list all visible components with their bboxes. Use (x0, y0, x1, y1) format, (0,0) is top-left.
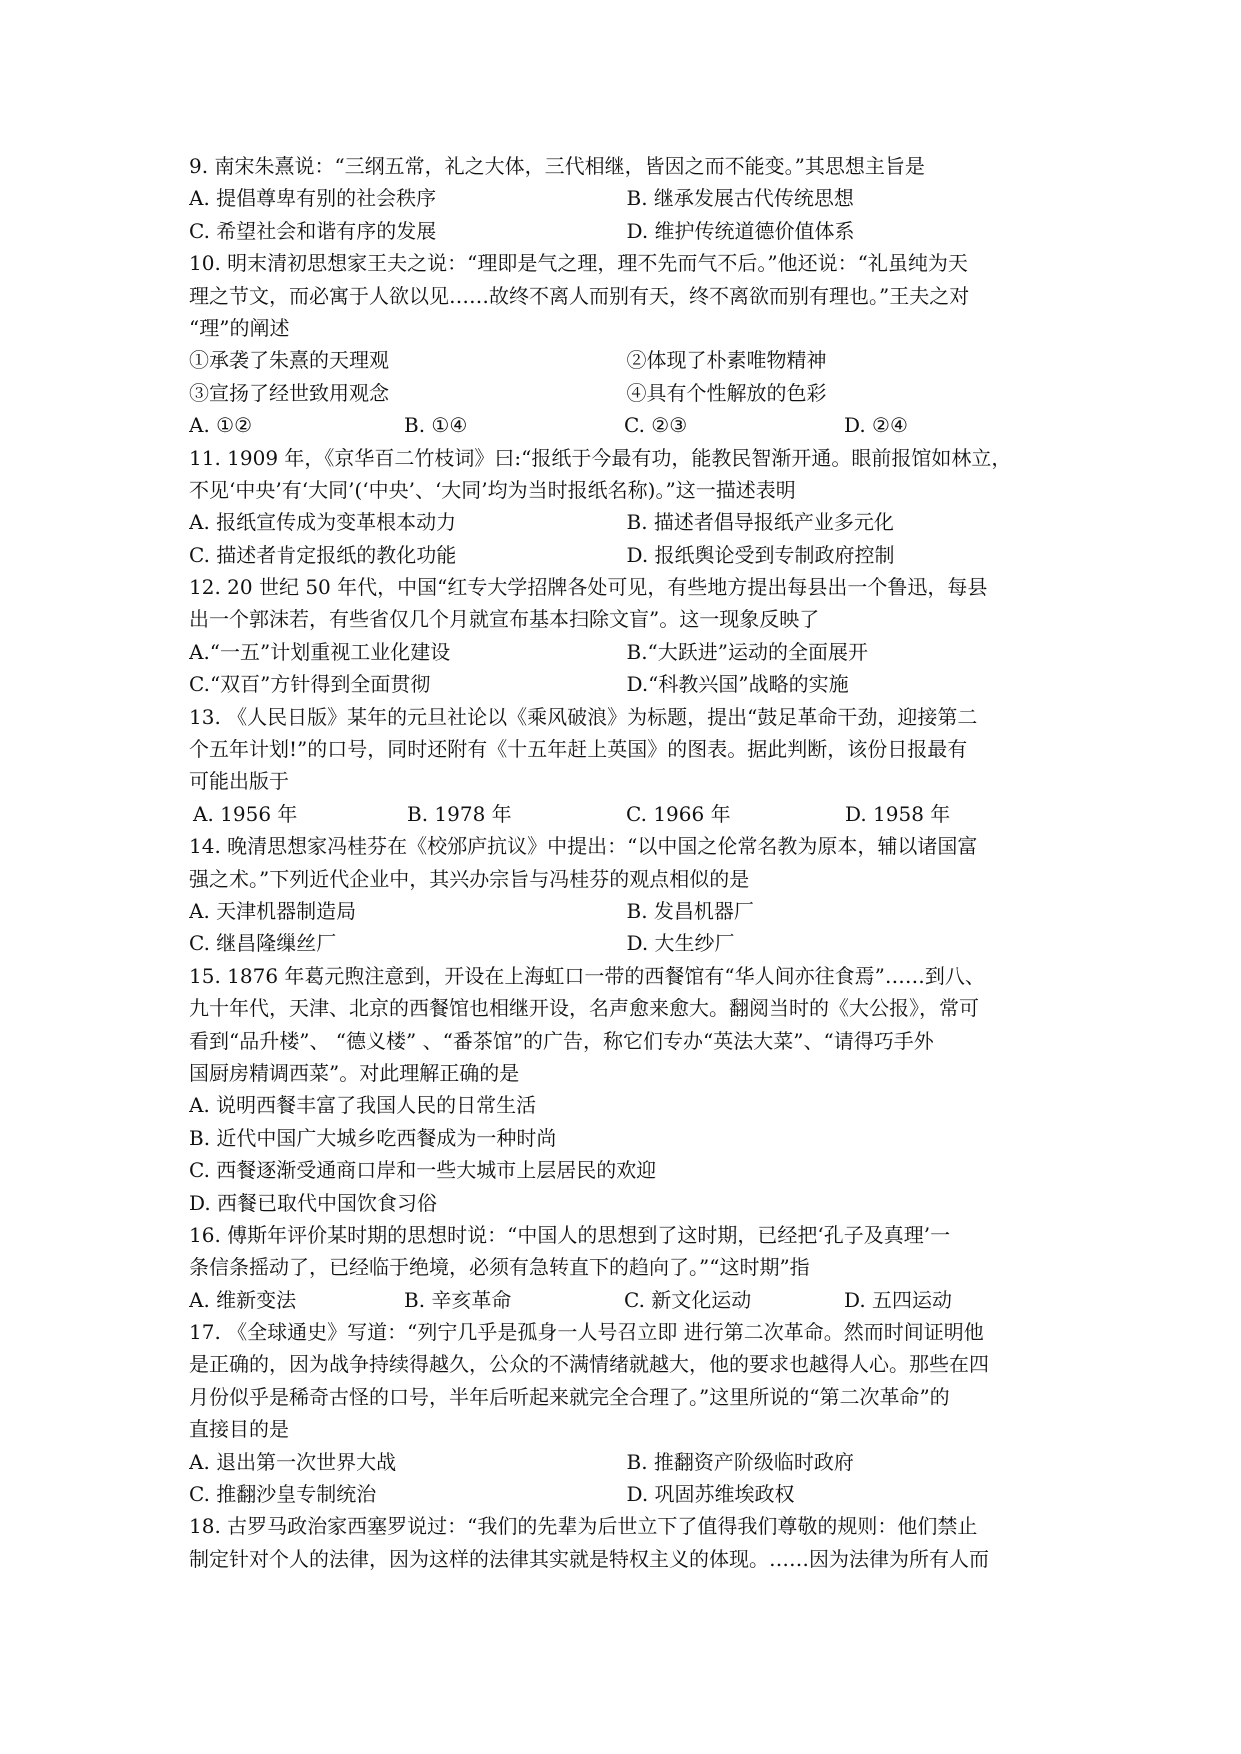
q14-stem-line-1: 14. 晚清思想家冯桂芬在《校邠庐抗议》中提出：“以中国之伦常名教为原本，辅以诸国富 (189, 834, 978, 859)
q12-option-b: B.“大跃进”运动的全面展开 (626, 639, 869, 664)
q16-stem-line-2: 条信条摇动了，已经临于绝境，必须有急转直下的趋向了。”“这时期”指 (189, 1255, 810, 1280)
q12-stem-line-1: 12. 20 世纪 50 年代，中国“红专大学招牌各处可见，有些地方提出每县出一个鲁迅，每县 (189, 575, 988, 600)
q10-statements-row-1 (189, 344, 1064, 376)
q17-option-b: B. 推翻资产阶级临时政府 (626, 1449, 854, 1474)
q17-option-d: D. 巩固苏维埃政权 (626, 1482, 795, 1507)
q9-option-c: C. 希望社会和谐有序的发展 (189, 218, 437, 243)
q17-stem-line-4: 直接目的是 (189, 1417, 289, 1442)
q17-stem-line-1: 17. 《全球通史》写道：“列宁几乎是孤身一人号召立即 进行第二次革命。然而时间证明他 (189, 1320, 984, 1345)
q11-option-b: B. 描述者倡导报纸产业多元化 (626, 510, 894, 535)
q12-option-a: A.“一五”计划重视工业化建设 (189, 639, 451, 664)
q12-options-row-1 (189, 636, 1064, 668)
q12-option-c: C.“双百”方针得到全面贯彻 (189, 672, 431, 697)
q10-stem-line-3: “理”的阐述 (189, 315, 290, 340)
q14-option-b: B. 发昌机器厂 (626, 898, 754, 923)
q16-option-a: A. 维新变法 (189, 1287, 297, 1312)
q13-option-d: D. 1958 年 (845, 801, 951, 826)
q13-option-a: A. 1956 年 (193, 801, 298, 826)
q10-statement-1: ①承袭了朱熹的天理观 (189, 348, 389, 373)
q10-stem-line-2: 理之节文，而必寓于人欲以见……故终不离人而别有天，终不离欲而别有理也。”王夫之对 (189, 283, 970, 308)
q11-option-c: C. 描述者肯定报纸的教化功能 (189, 542, 457, 567)
q17-stem-line-2: 是正确的，因为战争持续得越久，公众的不满情绪就越大，他的要求也越得人心。那些在四 (189, 1352, 989, 1377)
q9-options-row-1 (189, 182, 1064, 214)
q10-statement-2: ②体现了朴素唯物精神 (626, 348, 827, 373)
q13-stem-line-1: 13. 《人民日版》某年的元旦社论以《乘风破浪》为标题，提出“鼓足革命干劲，迎接第二 (189, 704, 978, 729)
q14-option-a: A. 天津机器制造局 (189, 898, 357, 923)
q15-option-c: C. 西餐逐渐受通商口岸和一些大城市上层居民的欢迎 (189, 1158, 657, 1183)
q17-options-row-1 (189, 1446, 1064, 1478)
q17-option-c: C. 推翻沙皇专制统治 (189, 1482, 377, 1507)
q13-option-b: B. 1978 年 (407, 801, 512, 826)
q13-stem-line-3: 可能出版于 (189, 769, 289, 794)
q10-options-row (189, 409, 1064, 441)
q15-stem-line-4: 国厨房精调西菜”。对此理解正确的是 (189, 1060, 520, 1085)
q16-stem-line-1: 16. 傅斯年评价某时期的思想时说：“中国人的思想到了这时期，已经把‘孔子及真理’一 (189, 1222, 951, 1247)
q14-options-row-1 (189, 895, 1064, 927)
q12-options-row-2 (189, 668, 1064, 700)
q15-option-b: B. 近代中国广大城乡吃西餐成为一种时尚 (189, 1125, 557, 1150)
q15-option-a: A. 说明西餐丰富了我国人民的日常生活 (189, 1093, 537, 1118)
q10-option-d: D. ②④ (844, 413, 908, 438)
q16-option-c: C. 新文化运动 (624, 1287, 752, 1312)
q13-option-c: C. 1966 年 (626, 801, 731, 826)
q15-option-d: D. 西餐已取代中国饮食习俗 (189, 1190, 438, 1215)
q11-stem-line-2: 不见‘中央’有‘大同’(‘中央’、‘大同’均为当时报纸名称)。”这一描述表明 (189, 477, 796, 502)
q11-options-row-1 (189, 506, 1064, 538)
q15-stem-line-3: 看到“品升楼”、 “德义楼” 、“番茶馆”的广告，称它们专办“英法大菜”、“请得巧手外 (189, 1028, 934, 1053)
q9-options-row-2 (189, 215, 1064, 247)
q17-option-a: A. 退出第一次世界大战 (189, 1449, 397, 1474)
q16-option-d: D. 五四运动 (844, 1287, 953, 1312)
q10-option-a: A. ①② (189, 413, 253, 438)
q16-option-b: B. 辛亥革命 (404, 1287, 512, 1312)
q9-option-a: A. 提倡尊卑有别的社会秩序 (189, 186, 437, 211)
q12-option-d: D.“科教兴国”战略的实施 (626, 672, 849, 697)
q10-statement-3: ③宣扬了经世致用观念 (189, 380, 389, 405)
q9-option-b: B. 继承发展古代传统思想 (626, 186, 854, 211)
q16-options-row (189, 1284, 1064, 1316)
q11-options-row-2 (189, 539, 1064, 571)
q14-options-row-2 (189, 927, 1064, 959)
q15-stem-line-2: 九十年代，天津、北京的西餐馆也相继开设，名声愈来愈大。翻阅当时的《大公报》，常可 (189, 996, 979, 1021)
q10-option-c: C. ②③ (624, 413, 688, 438)
q11-option-d: D. 报纸舆论受到专制政府控制 (626, 542, 895, 567)
q13-options-row (189, 798, 1064, 830)
q18-stem-line-1: 18. 古罗马政治家西塞罗说过：“我们的先辈为后世立下了值得我们尊敬的规则：他们禁止 (189, 1514, 978, 1539)
q14-stem-line-2: 强之术。”下列近代企业中，其兴办宗旨与冯桂芬的观点相似的是 (189, 866, 750, 891)
q10-statements-row-2 (189, 377, 1064, 409)
q10-statement-4: ④具有个性解放的色彩 (626, 380, 827, 405)
q17-options-row-2 (189, 1478, 1064, 1510)
q9-option-d: D. 维护传统道德价值体系 (626, 218, 855, 243)
q9-stem-line-1: 9. 南宋朱熹说：“三纲五常，礼之大体，三代相继，皆因之而不能变。”其思想主旨是 (189, 154, 925, 178)
exam-page (189, 150, 1064, 1575)
q10-stem-line-1: 10. 明末清初思想家王夫之说：“理即是气之理，理不先而气不后。”他还说：“礼虽纯为天 (189, 251, 968, 276)
q17-stem-line-3: 月份似乎是稀奇古怪的口号，半年后听起来就完全合理了。”这里所说的“第二次革命”的 (189, 1384, 950, 1409)
q12-stem-line-2: 出一个郭沫若，有些省仅几个月就宣布基本扫除文盲”。这一现象反映了 (189, 607, 820, 632)
q14-option-c: C. 继昌隆缫丝厂 (189, 931, 337, 956)
q13-stem-line-2: 个五年计划!”的口号，同时还附有《十五年赶上英国》的图表。据此判断，该份日报最有 (189, 737, 968, 762)
q18-stem-line-2: 制定针对个人的法律，因为这样的法律其实就是特权主义的体现。……因为法律为所有人而 (189, 1546, 989, 1571)
q11-stem-line-1: 11. 1909 年，《京华百二竹枝词》曰:“报纸于今最有功，能教民智渐开通。眼前报馆如林立， (189, 445, 1012, 470)
q14-option-d: D. 大生纱厂 (626, 931, 735, 956)
q11-option-a: A. 报纸宣传成为变革根本动力 (189, 510, 457, 535)
q10-option-b: B. ①④ (404, 413, 468, 438)
q15-stem-line-1: 15. 1876 年葛元煦注意到，开设在上海虹口一带的西餐馆有“华人间亦往食焉”……到八、 (189, 963, 985, 988)
